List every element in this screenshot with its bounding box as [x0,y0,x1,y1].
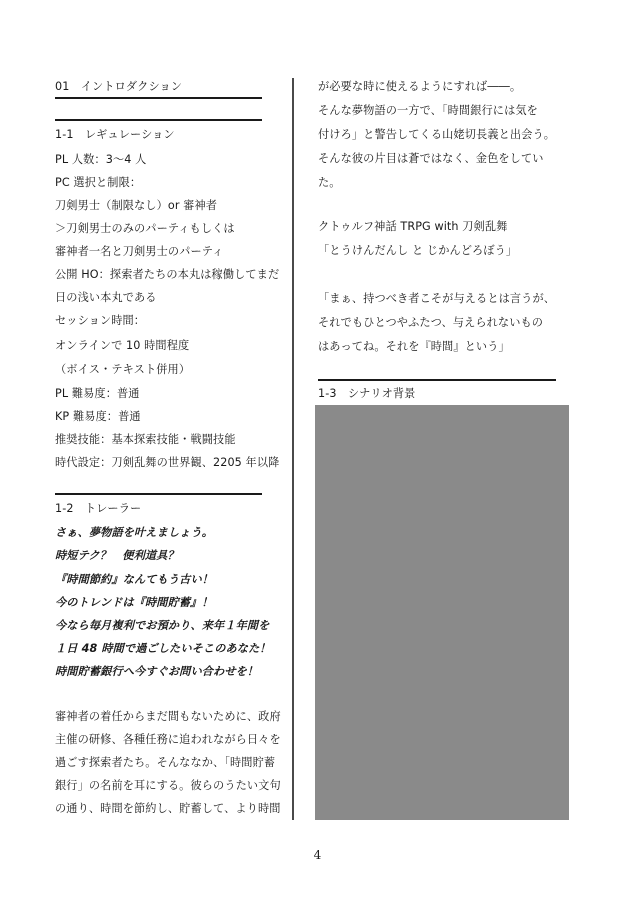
section-1-1-heading: 1-1 レギュレーション [55,128,175,141]
section-1-2-heading: 1-2 トレーラー [55,502,142,515]
section-01-heading: 01 イントロダクション [55,80,183,93]
regulation-line: PL 難易度：普通 [55,387,140,400]
column-divider [292,78,294,820]
body-line: そんな彼の片目は蒼ではなく、金色をしてい [318,152,544,165]
trailer-line: 今のトレンドは『時間貯蓄』！ [55,596,213,609]
body-line: 主催の研修、各種任務に追われながら日々を [55,733,281,746]
regulation-line: 刀剣男士（制限なし）or 審神者 [55,199,218,212]
quote-line: はあってね。それを『時間』という」 [318,340,510,353]
scenario-title-line: クトゥルフ神話 TRPG with 刀剣乱舞 [318,220,508,233]
section-13-top-rule [318,379,556,381]
regulation-line: 推奨技能：基本探索技能・戦闘技能 [55,433,236,446]
body-line: 銀行」の名前を耳にする。彼らのうたい文句 [55,779,281,792]
regulation-line: PL 人数：3～4 人 [55,153,147,166]
image-placeholder [315,405,569,820]
body-line: が必要な時に使えるようにすれば――。 [318,80,522,93]
scenario-title-line: 「とうけんだんし と じかんどろぼう」 [318,244,518,257]
body-line: た。 [318,176,341,189]
trailer-line: さぁ、夢物語を叶えましょう。 [55,526,214,539]
trailer-line: １日 48 時間で過ごしたいそこのあなた！ [55,642,271,655]
regulation-line: セッション時間： [55,314,146,327]
regulation-line: 審神者一名と刀剣男士のパーティ [55,245,224,258]
section-11-top-rule [55,119,262,121]
regulation-line: オンラインで 10 時間程度 [55,339,190,352]
section-1-3-heading: 1-3 シナリオ背景 [318,387,416,400]
regulation-line: KP 難易度：普通 [55,410,141,423]
trailer-line: 今なら毎月複利でお預かり、来年１年間を [55,619,270,632]
regulation-line: ＞刀剣男士のみのパーティもしくは [55,222,235,235]
regulation-line: 時代設定：刀剣乱舞の世界観、2205 年以降 [55,456,280,469]
body-line: 審神者の着任からまだ間もないために、政府 [55,710,281,723]
regulation-line: 公開 HO：探索者たちの本丸は稼働してまだ [55,268,280,281]
body-line: そんな夢物語の一方で、「時間銀行には気を [318,104,538,117]
regulation-line: 日の浅い本丸である [55,291,157,304]
section-12-top-rule [55,493,262,495]
section-01-rule [55,97,262,99]
trailer-line: 時間貯蓄銀行へ今すぐお問い合わせを！ [55,665,259,678]
body-line: 過ごす探索者たち。そんななか、「時間貯蓄 [55,756,276,769]
regulation-line: （ボイス・テキスト併用） [55,363,191,376]
body-line: の通り、時間を節約し、貯蓄して、より時間 [55,802,281,815]
trailer-line: 時短テク？ 便利道具？ [55,549,179,562]
quote-line: それでもひとつやふたつ、与えられないもの [318,316,544,329]
regulation-line: PC 選択と制限： [55,176,142,189]
trailer-line: 『時間節約』なんてもう古い！ [55,573,214,586]
page-number: 4 [313,848,322,862]
body-line: 付けろ」と警告してくる山姥切長義と出会う。 [318,128,556,141]
quote-line: 「まぁ、持つべき者こそが与えるとは言うが、 [318,292,556,305]
